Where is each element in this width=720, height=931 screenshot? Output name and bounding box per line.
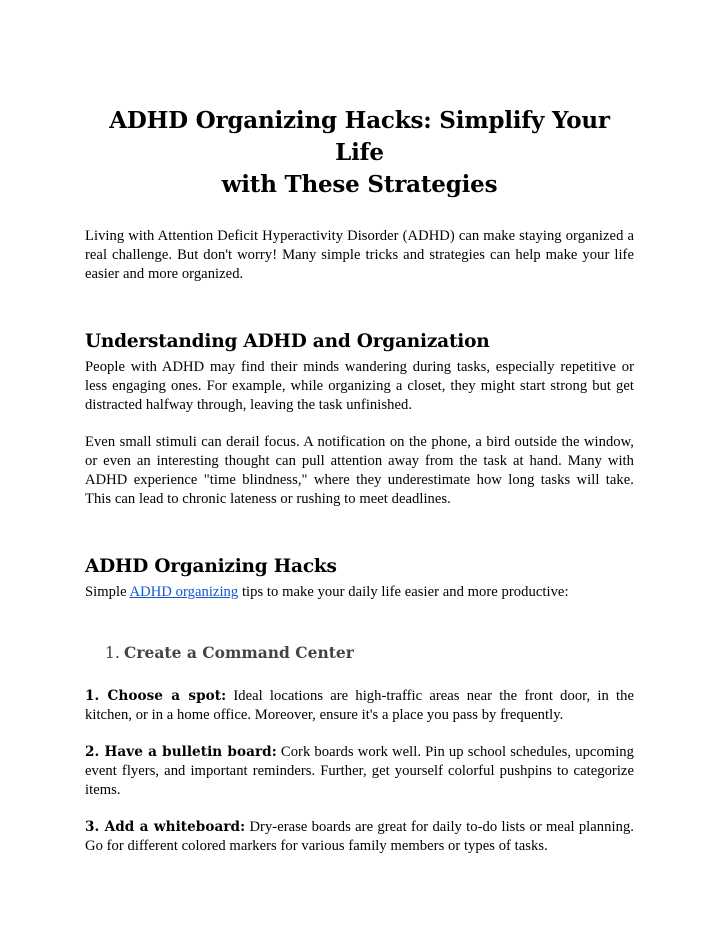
list-item: [85, 818, 634, 856]
list-item: [85, 743, 634, 800]
section-heading-understanding: Understanding ADHD and Organization: [85, 331, 490, 352]
list-item-text: Dry-erase boards are great for daily to-do lists or meal planning. Go for different colored markers for various family members or types of tasks.: [85, 819, 634, 854]
adhd-organizing-link[interactable]: ADHD organizing: [129, 584, 239, 600]
page-title: [85, 105, 634, 201]
intro-paragraph: Living with Attention Deficit Hyperactivity Disorder (ADHD) can make staying organized a real challenge. But don't worry! Many simple tricks and strategies can help make your life easier and more organized.: [85, 228, 634, 282]
page-title-line-1: ADHD Organizing Hacks: Simplify Your Life: [109, 107, 610, 166]
hacks-intro-text-after: tips to make your daily life easier and more productive:: [238, 584, 569, 600]
list-item-lead: 2. Have a bulletin board:: [85, 744, 277, 760]
list-item-text: Cork boards work well. Pin up school schedules, upcoming event flyers, and important reminders. Further, get yourself colorful pushpins to categorize items.: [85, 744, 634, 798]
list-item-lead: 1. Choose a spot:: [85, 688, 227, 704]
section-heading-hacks: ADHD Organizing Hacks: [85, 556, 337, 577]
page-title-line-2: with These Strategies: [221, 171, 498, 198]
list-item-text: Ideal locations are high-traffic areas near the front door, in the kitchen, or in a home office. Moreover, ensure it's a place you pass by frequently.: [85, 688, 634, 723]
subsection-title: Create a Command Center: [124, 643, 354, 662]
document-page: [85, 105, 634, 856]
understanding-paragraph-2: Even small stimuli can derail focus. A notification on the phone, a bird outside the window, or even an interesting thought can pull attention away from the task at hand. Many with ADHD experience "time blindness," where they underestimate how long tasks will take. This can lead to chronic lateness or rushing to meet deadlines.: [85, 434, 634, 507]
understanding-paragraph-1: People with ADHD may find their minds wandering during tasks, especially repetitive or less engaging ones. For example, while organizing a closet, they might start strong but get distracted halfway through, leaving the task unfinished.: [85, 359, 634, 413]
subsection-heading-command-center: [85, 642, 634, 664]
list-item: [85, 687, 634, 725]
list-item-lead: 3. Add a whiteboard:: [85, 819, 246, 835]
hacks-intro-text-before: Simple: [85, 584, 130, 600]
subsection-number: 1.: [105, 644, 120, 662]
hacks-intro-paragraph: [85, 583, 634, 602]
